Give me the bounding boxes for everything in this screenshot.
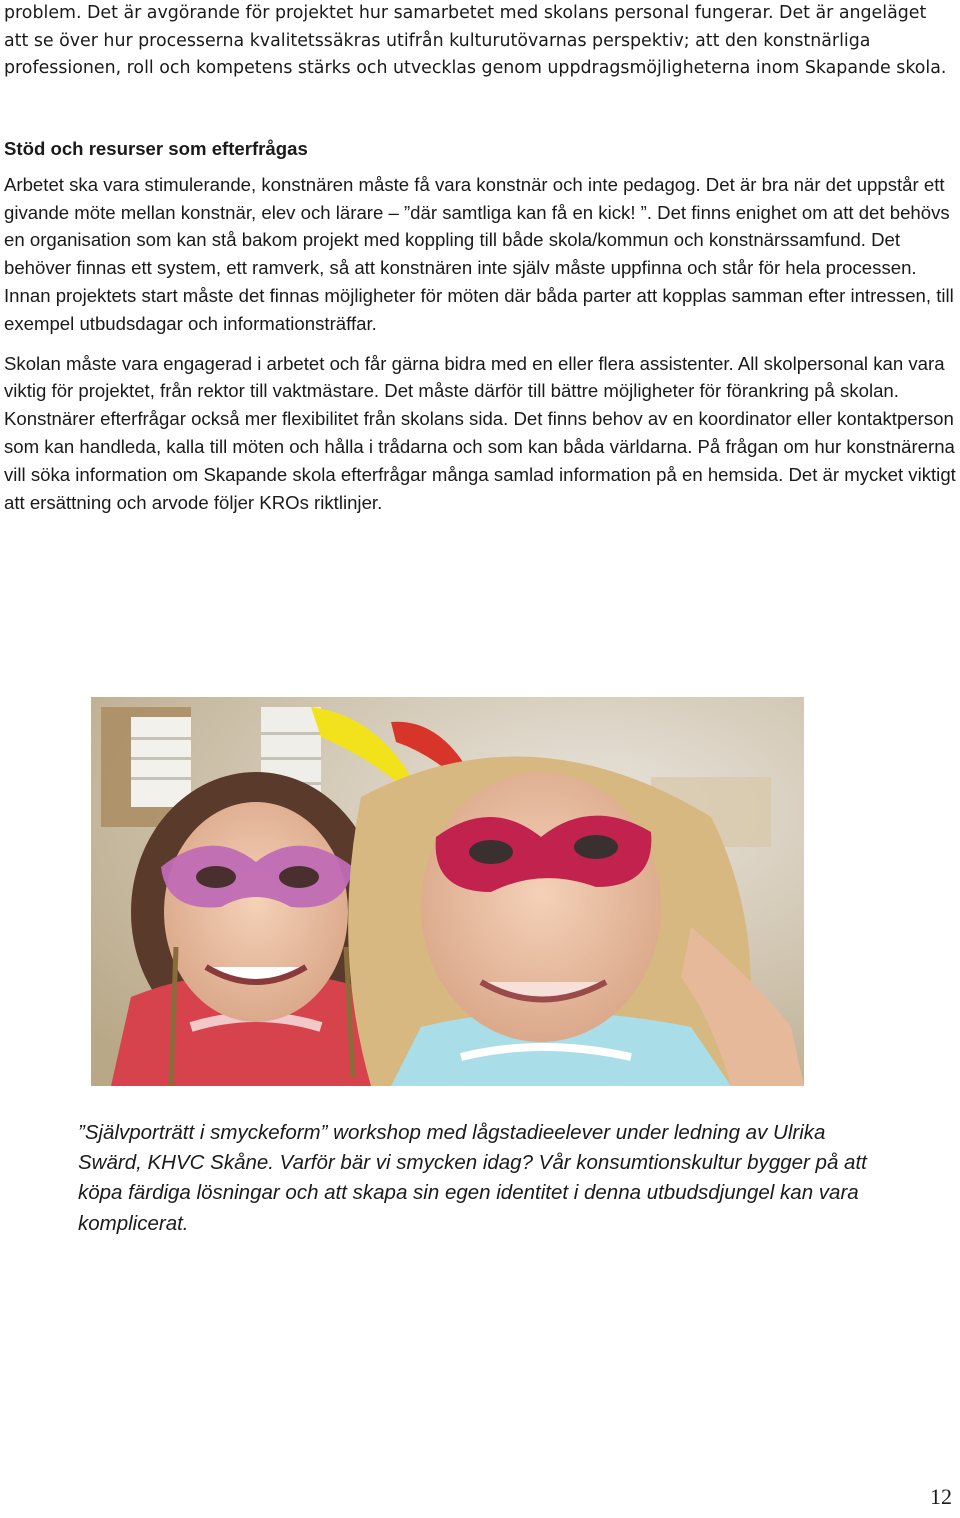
section-paragraph-2: Skolan måste vara engagerad i arbetet och får gärna bidra med en eller flera assistenter. All skolpersonal kan vara viktig för projektet, från rektor till vaktmästare. Det måste därför till bättre möjligheter för förankring på skolan. Konstnärer efterfrågar också mer flexibilitet från skolans sida. Det finns behov av en koordinator eller kontaktperson som kan handleda, kalla till möten och hålla i trådarna och som kan båda världarna. På frågan om hur konstnärerna vill söka information om Skapande skola efterfrågar många samlad information på en hemsida. Det är mycket viktigt att ersättning och arvode följer KROs riktlinjer. — [4, 352, 956, 513]
workshop-photo — [91, 697, 804, 1086]
photo-caption — [78, 1118, 878, 1239]
section-paragraph-1: Arbetet ska vara stimulerande, konstnären måste få vara konstnär och inte pedagog. Det är bra när det uppstår ett givande möte mellan konstnär, elev och lärare – ”där samtliga kan få en kick! ”. Det finns enighet om att det behövs en organisation som kan stå bakom projekt med koppling till både skola/kommun och konstnärssamfund. Det behöver finnas ett system, ett ramverk, så att konstnären inte själv måste uppfinna och står för hela processen. Innan projektets start måste det finnas möjligheter för möten där båda parter att kopplas samman efter intressen, till exempel utbudsdagar och informationsträffar. — [4, 173, 954, 334]
intro-paragraph: problem. Det är avgörande för projektet hur samarbetet med skolans personal fungerar. Det är angeläget att se över hur processerna kvalitetssäkras utifrån kulturutövarnas perspektiv; att den konstnärliga professionen, roll och kompetens stärks och utvecklas genom uppdragsmöjligheterna inom Skapande skola. — [4, 3, 947, 78]
support-resources-section — [4, 135, 958, 528]
page-number: 12 — [930, 1484, 952, 1509]
caption-text: ”Självporträtt i smyckeform” workshop med lågstadieelever under ledning av Ulrika Swärd, KHVC Skåne. Varför bär vi smycken idag? Vår konsumtionskultur bygger på att köpa färdiga lösningar och att skapa sin egen identitet i denna utbudsdjungel kan vara komplicerat. — [78, 1121, 867, 1235]
children-with-masks-illustration — [91, 697, 804, 1086]
section-heading: Stöd och resurser som efterfrågas — [4, 138, 308, 159]
intro-text-block — [4, 0, 954, 83]
